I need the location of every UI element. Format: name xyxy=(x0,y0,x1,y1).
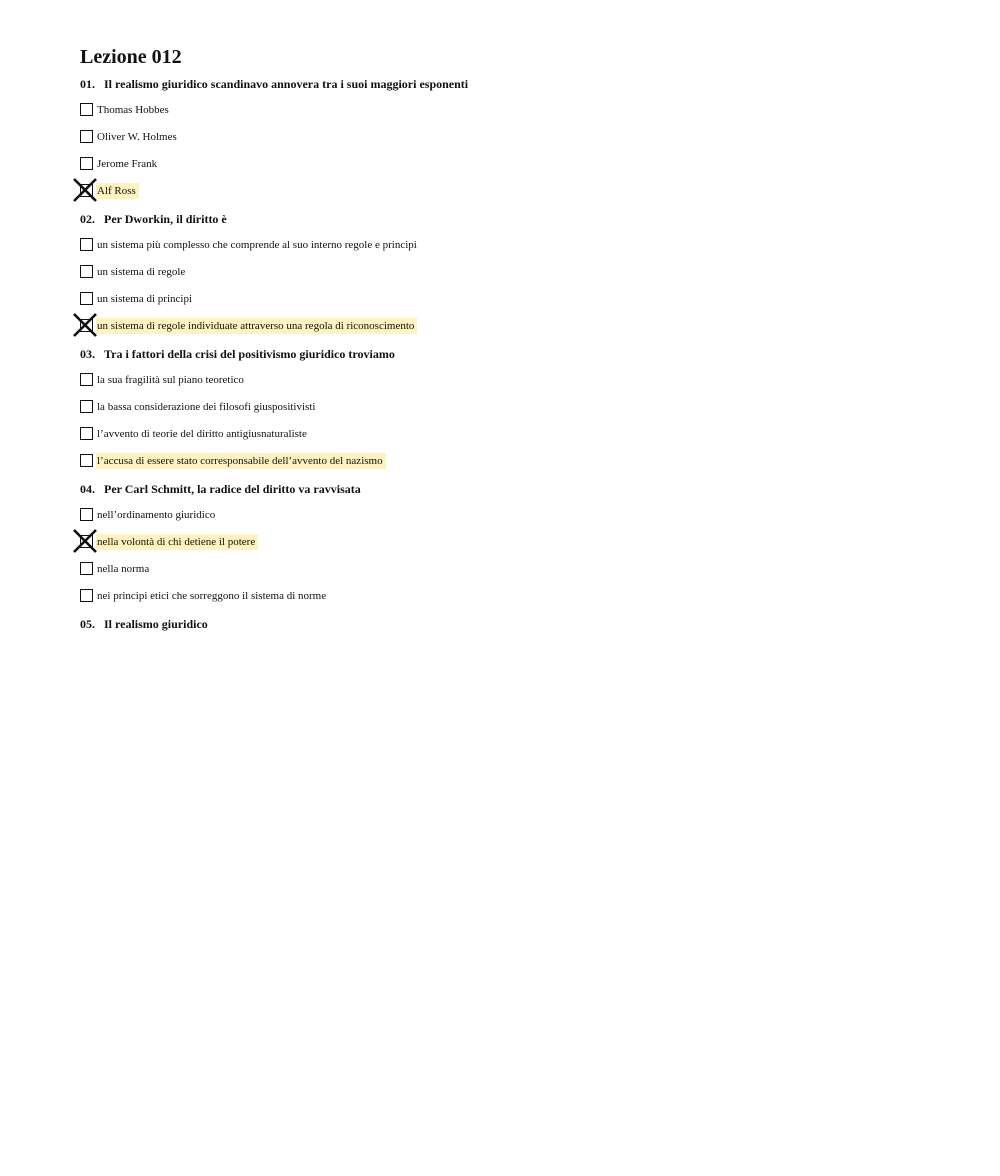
answer-option[interactable] xyxy=(80,587,960,604)
answer-option[interactable] xyxy=(80,155,960,172)
answer-checkbox[interactable] xyxy=(80,238,93,251)
question-number: 05. xyxy=(80,617,95,631)
answer-checkbox[interactable] xyxy=(80,508,93,521)
answer-label: un sistema di principi xyxy=(97,292,193,305)
answer-option[interactable] xyxy=(80,101,960,118)
answer-option[interactable] xyxy=(80,290,960,307)
answer-label: l’accusa di essere stato corresponsabile dell’avvento del nazismo xyxy=(96,453,386,469)
answer-checkbox[interactable] xyxy=(80,184,93,197)
answer-option[interactable] xyxy=(80,182,960,199)
question-text xyxy=(80,77,960,91)
answer-label: nell’ordinamento giuridico xyxy=(97,508,216,521)
answer-option[interactable] xyxy=(80,506,960,523)
answer-label: un sistema di regole xyxy=(97,265,186,278)
answer-checkbox[interactable] xyxy=(80,157,93,170)
answer-option[interactable] xyxy=(80,263,960,280)
question-text xyxy=(80,617,960,631)
question-block xyxy=(80,212,960,334)
question-number: 04. xyxy=(80,482,95,496)
answer-label: un sistema più complesso che comprende al suo interno regole e principi xyxy=(97,238,417,251)
answer-label: nella norma xyxy=(97,562,150,575)
answer-option[interactable] xyxy=(80,371,960,388)
quiz-page xyxy=(80,46,960,644)
question-block xyxy=(80,617,960,631)
question-number: 02. xyxy=(80,212,95,226)
answer-label: Alf Ross xyxy=(96,183,139,199)
answer-option[interactable] xyxy=(80,236,960,253)
question-text xyxy=(80,482,960,496)
question-text xyxy=(80,212,960,226)
answer-option[interactable] xyxy=(80,533,960,550)
page-title: Lezione 012 xyxy=(80,46,182,68)
question-block xyxy=(80,482,960,604)
answer-checkbox[interactable] xyxy=(80,130,93,143)
answer-label: un sistema di regole individuate attraverso una regola di riconoscimento xyxy=(96,318,417,334)
answer-checkbox[interactable] xyxy=(80,589,93,602)
question-label: Tra i fattori della crisi del positivismo giuridico troviamo xyxy=(104,347,395,361)
answer-checkbox[interactable] xyxy=(80,535,93,548)
question-text xyxy=(80,347,960,361)
answer-label: la sua fragilità sul piano teoretico xyxy=(97,373,244,386)
cross-mark-icon xyxy=(72,528,98,554)
answer-option[interactable] xyxy=(80,452,960,469)
answer-option[interactable] xyxy=(80,398,960,415)
answer-checkbox[interactable] xyxy=(80,427,93,440)
answer-label: Thomas Hobbes xyxy=(97,103,169,116)
question-block xyxy=(80,347,960,469)
answer-checkbox[interactable] xyxy=(80,265,93,278)
answer-checkbox[interactable] xyxy=(80,373,93,386)
answer-label: Oliver W. Holmes xyxy=(97,130,177,143)
answer-option[interactable] xyxy=(80,425,960,442)
answer-label: la bassa considerazione dei filosofi giuspositivisti xyxy=(97,400,316,413)
answer-option[interactable] xyxy=(80,560,960,577)
cross-mark-icon xyxy=(72,177,98,203)
question-number: 03. xyxy=(80,347,95,361)
answer-option[interactable] xyxy=(80,317,960,334)
answer-label: nella volontà di chi detiene il potere xyxy=(96,534,258,550)
question-label: Per Carl Schmitt, la radice del diritto va ravvisata xyxy=(104,482,361,496)
answer-checkbox[interactable] xyxy=(80,319,93,332)
question-number: 01. xyxy=(80,77,95,91)
answer-checkbox[interactable] xyxy=(80,292,93,305)
cross-mark-icon xyxy=(72,312,98,338)
question-block xyxy=(80,77,960,199)
answer-label: nei principi etici che sorreggono il sistema di norme xyxy=(97,589,327,602)
answer-label: l’avvento di teorie del diritto antigiusnaturaliste xyxy=(97,427,307,440)
answer-checkbox[interactable] xyxy=(80,400,93,413)
question-label: Il realismo giuridico scandinavo annovera tra i suoi maggiori esponenti xyxy=(104,77,469,91)
question-list xyxy=(80,77,960,631)
question-label: Il realismo giuridico xyxy=(104,617,208,631)
answer-option[interactable] xyxy=(80,128,960,145)
answer-checkbox[interactable] xyxy=(80,454,93,467)
answer-checkbox[interactable] xyxy=(80,562,93,575)
question-label: Per Dworkin, il diritto è xyxy=(104,212,227,226)
answer-label: Jerome Frank xyxy=(97,157,158,170)
answer-checkbox[interactable] xyxy=(80,103,93,116)
